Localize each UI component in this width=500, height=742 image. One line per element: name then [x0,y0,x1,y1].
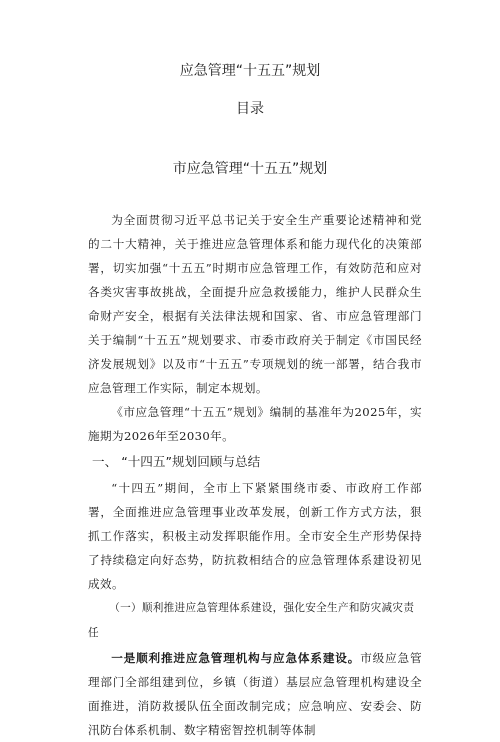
plan-title: 市应急管理“十五五”规划 [172,161,328,177]
review-paragraph: “十四五”期间，全市上下紧紧围绕市委、市政府工作部署，全面推进应急管理事业改革发展，创新工作方式方法，狠抓工作落实，积极主动发挥职能作用。全市安全生产形势保持了持续稳定向好态势，防抗救相结合的应急管理体系建设初见成效。 [88,481,422,591]
subsection-heading: （一）顺利推进应急管理体系建设，强化安全生产和防灾减灾责任 [88,602,415,639]
baseline-paragraph: 《市应急管理“十五五”规划》编制的基准年为2025年，实施期为2026年至2030年。 [88,405,422,443]
toc-heading: 目录 [236,101,264,117]
system-paragraph [88,646,422,742]
intro-paragraph: 为全面贯彻习近平总书记关于安全生产重要论述精神和党的二十大精神，关于推进应急管理体系和能力现代化的决策部署，切实加强“十五五”时期市应急管理工作，有效防范和应对各类灾害事故挑战，全面提升应急救援能力，维护人民群众生命财产安全，根据有关法律法规和国家、省、市应急管理部门关于编制“十五五”规划要求、市委市政府关于制定《市国民经济发展规划》以及市“十五五”专项规划的统一部署，结合我市应急管理工作实际，制定本规划。 [88,213,422,395]
document-title: 应急管理“十五五”规划 [179,63,321,79]
paragraph-rest: 市级应急管理部门全部组建到位，乡镇（街道）基层应急管理机构建设全面推进，消防救援队伍全面改制完成；应急响应、安委会、防汛防台体系机制、数字精密智控机制等体制 [88,651,422,737]
section-heading-review: 一、 “十四五”规划回顾与总结 [92,454,261,469]
document-body [88,208,422,742]
paragraph-lead: 一是顺利推进应急管理机构与应急体系建设。 [111,651,361,665]
